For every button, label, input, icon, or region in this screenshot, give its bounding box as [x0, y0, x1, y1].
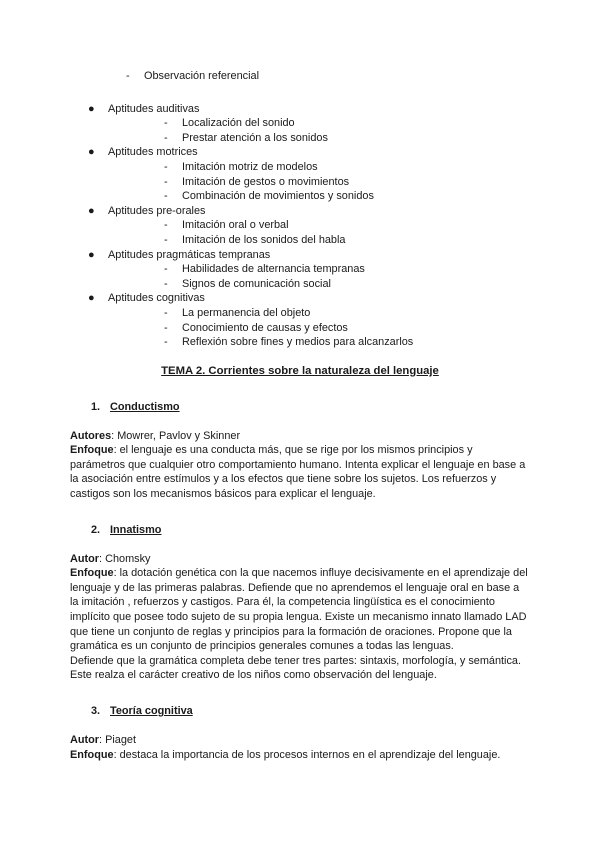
focus-paragraph: [70, 748, 530, 763]
subitem-text: Signos de comunicación social: [182, 277, 331, 290]
subitem-text: Imitación de los sonidos del habla: [182, 233, 346, 246]
focus-paragraph: [70, 443, 530, 501]
bullet-marker: ●: [88, 204, 95, 217]
aptitude-group: [70, 102, 530, 146]
list-subitem: [108, 335, 530, 350]
aptitude-group: [70, 248, 530, 292]
author-name: : Mowrer, Pavlov y Skinner: [111, 429, 241, 442]
sublist: [108, 306, 530, 350]
author-name: : Chomsky: [99, 552, 151, 565]
author-name: : Piaget: [99, 734, 136, 746]
dash-marker: -: [164, 233, 168, 246]
sublist: [108, 262, 530, 291]
list-subitem: [108, 175, 530, 190]
group-title: Aptitudes cognitivas: [108, 292, 205, 305]
sublist: [108, 160, 530, 204]
section-number: 3.: [91, 705, 101, 717]
subitem-text: Imitación de gestos o movimientos: [182, 175, 350, 188]
subitem-text: Habilidades de alternancia tempranas: [182, 263, 365, 276]
section-body: [70, 733, 530, 762]
author-line: [70, 429, 530, 444]
paragraph-text: : destaca la importancia de los procesos internos en el aprendizaje del lenguaje.: [113, 748, 501, 761]
section: [70, 704, 530, 762]
list-subitem: [108, 116, 530, 131]
section-title: Teoría cognitiva: [110, 705, 193, 717]
section-heading: [70, 704, 530, 719]
section-body: [70, 552, 530, 683]
bullet-marker: ●: [88, 292, 95, 305]
dash-marker: -: [164, 190, 168, 203]
list-subitem: [108, 306, 530, 321]
list-subitem: [108, 218, 530, 233]
list-subitem: [108, 160, 530, 175]
section: [70, 400, 530, 502]
focus-paragraph: [70, 566, 530, 654]
focus-paragraph: [70, 654, 530, 683]
subitem-text: Conocimiento de causas y efectos: [182, 321, 348, 334]
section-title: Conductismo: [110, 400, 180, 413]
tema-title: TEMA 2. Corrientes sobre la naturaleza del lenguaje: [161, 364, 439, 377]
dash-marker: -: [164, 219, 168, 232]
sublist: [108, 218, 530, 247]
subitem-text: Observación referencial: [144, 70, 260, 82]
group-title: Aptitudes pre-orales: [108, 204, 206, 217]
section-title: Innatismo: [110, 523, 162, 536]
section-body: [70, 429, 530, 502]
dash-marker: -: [164, 321, 168, 334]
author-label: Autor: [70, 734, 100, 746]
aptitude-group: [70, 204, 530, 248]
list-subitem: [108, 233, 530, 248]
focus-label: Enfoque: [70, 444, 114, 457]
paragraph-text: : el lenguaje es una conducta más, que se rige por los mismos principios y parámetros que cualquier otro comportamiento humano. Intenta explicar el lenguaje en base a la asociación entre estímulos y a los efectos que tiene sobre los sujetos. Los refuerzos y castigos son los mecanismos básicos para explicar el lenguaje.: [70, 444, 526, 501]
dash-marker: -: [164, 131, 168, 144]
dash-marker: -: [164, 263, 168, 276]
sublist: [108, 116, 530, 145]
section-heading: [70, 400, 530, 415]
subitem-text: Imitación motriz de modelos: [182, 160, 318, 173]
subitem-text: Reflexión sobre fines y medios para alcanzarlos: [182, 336, 414, 349]
subitem-text: Localización del sonido: [182, 117, 295, 130]
sections-container: [70, 400, 530, 763]
group-title: Aptitudes motrices: [108, 146, 198, 159]
list-subitem: [108, 321, 530, 336]
author-line: [70, 552, 530, 567]
dash-marker: -: [126, 70, 130, 82]
group-title: Aptitudes pragmáticas tempranas: [108, 248, 271, 261]
paragraph-text: Defiende que la gramática completa debe tener tres partes: sintaxis, morfología, y semántica. Este realza el carácter creativo de los niños como observación del lenguaje.: [70, 654, 521, 682]
section-heading: [70, 523, 530, 538]
dash-marker: -: [164, 175, 168, 188]
list-subitem: [108, 277, 530, 292]
aptitude-group: [70, 145, 530, 203]
subitem-text: Combinación de movimientos y sonidos: [182, 190, 374, 203]
group-title: Aptitudes auditivas: [108, 102, 200, 115]
focus-label: Enfoque: [70, 567, 114, 580]
section: [70, 523, 530, 683]
paragraph-text: : la dotación genética con la que nacemos influye decisivamente en el aprendizaje del lenguaje y de las primeras palabras. Defiende que no aprendemos el lenguaje oral en base a la imitación , refuerzos y castigos. Para él, la competencia lingüística es el conocimiento implícito que posee todo sujeto de su propia lengua. Existe un mecanismo innato llamado LAD que tiene un conjunto de reglas y principios para la formación de oraciones. Propone que la gramática es un conjunto de principios generales comunes a todas las lenguas.: [70, 567, 528, 653]
subitem-text: Imitación oral o verbal: [182, 219, 289, 232]
author-line: [70, 733, 530, 748]
dash-marker: -: [164, 277, 168, 290]
author-label: Autor: [70, 552, 100, 565]
focus-label: Enfoque: [70, 748, 114, 761]
dash-marker: -: [164, 160, 168, 173]
bullet-marker: ●: [88, 248, 95, 261]
author-label: Autores: [70, 429, 112, 442]
list-subitem: [108, 131, 530, 146]
dash-marker: -: [164, 117, 168, 130]
dash-marker: -: [164, 306, 168, 319]
dash-marker: -: [164, 336, 168, 349]
aptitude-list: [70, 102, 530, 350]
aptitude-group: [70, 291, 530, 349]
bullet-marker: ●: [88, 146, 95, 159]
subitem-text: La permanencia del objeto: [182, 306, 311, 319]
list-subitem: [70, 69, 530, 84]
subitem-text: Prestar atención a los sonidos: [182, 131, 328, 144]
section-number: 2.: [91, 523, 101, 536]
list-subitem: [108, 262, 530, 277]
bullet-marker: ●: [88, 102, 95, 115]
section-number: 1.: [91, 400, 101, 413]
list-subitem: [108, 189, 530, 204]
